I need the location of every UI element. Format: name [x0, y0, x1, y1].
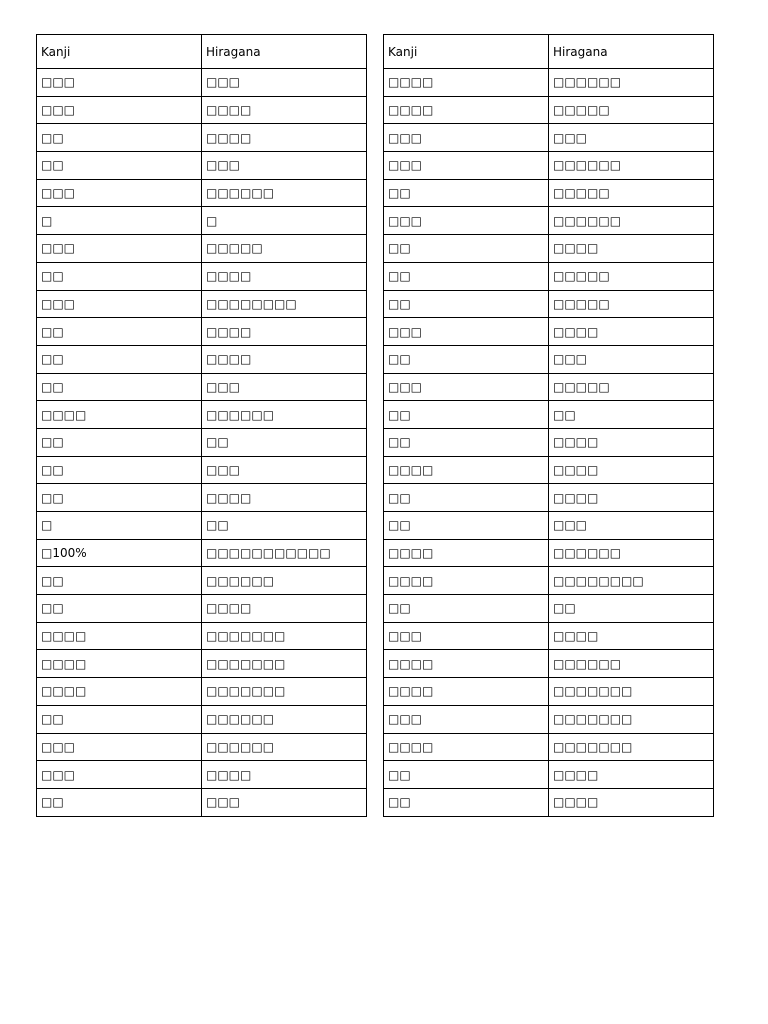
hiragana-cell: □□□□	[549, 456, 714, 484]
kanji-cell: □□	[384, 512, 549, 540]
hiragana-cell: □□□	[202, 788, 367, 816]
hiragana-cell: □□□□	[549, 318, 714, 346]
kanji-cell: □□	[37, 318, 202, 346]
hiragana-cell: □□□	[549, 124, 714, 152]
kanji-cell: □□	[384, 235, 549, 263]
kanji-cell: □□□	[37, 179, 202, 207]
hiragana-cell: □□□□□□	[549, 650, 714, 678]
kanji-cell: □□□□	[384, 96, 549, 124]
kanji-cell: □□	[37, 456, 202, 484]
kanji-cell: □□	[37, 595, 202, 623]
kanji-cell: □□□□	[384, 678, 549, 706]
hiragana-cell: □□□□□□□	[549, 733, 714, 761]
kanji-cell: □□□	[384, 152, 549, 180]
hiragana-cell: □	[202, 207, 367, 235]
kanji-cell: □□	[37, 567, 202, 595]
kanji-cell: □□□	[37, 96, 202, 124]
table-row	[37, 733, 367, 761]
hiragana-cell: □□□□□□	[549, 539, 714, 567]
kanji-cell: □□	[384, 401, 549, 429]
table-row	[384, 650, 714, 678]
table-body	[384, 69, 714, 817]
hiragana-cell: □□□□□	[549, 96, 714, 124]
table-row	[384, 179, 714, 207]
kanji-cell: □□□□	[384, 69, 549, 97]
hiragana-cell: □□□□□□□	[202, 678, 367, 706]
table-row	[384, 788, 714, 816]
vocab-table-right	[383, 34, 714, 817]
table-row	[384, 69, 714, 97]
hiragana-cell: □□□	[549, 512, 714, 540]
hiragana-cell: □□□□□□□□	[549, 567, 714, 595]
table-row	[384, 401, 714, 429]
kanji-cell: □□□	[37, 290, 202, 318]
kanji-cell: □□	[37, 705, 202, 733]
table-row	[37, 373, 367, 401]
kanji-cell: □□□	[37, 69, 202, 97]
kanji-cell: □□	[384, 484, 549, 512]
kanji-cell: □□	[37, 152, 202, 180]
hiragana-cell: □□□□	[202, 484, 367, 512]
hiragana-cell: □□□□	[549, 622, 714, 650]
hiragana-cell: □□□□□□□	[202, 622, 367, 650]
hiragana-cell: □□□□□	[549, 179, 714, 207]
table-row	[37, 678, 367, 706]
hiragana-cell: □□□□	[549, 761, 714, 789]
hiragana-cell: □□□□□□	[549, 69, 714, 97]
kanji-cell: □100%	[37, 539, 202, 567]
hiragana-cell: □□□□□□□	[202, 650, 367, 678]
hiragana-cell: □□□□	[202, 318, 367, 346]
hiragana-cell: □□□□	[549, 788, 714, 816]
kanji-cell: □□□□	[37, 622, 202, 650]
hiragana-cell: □□□	[202, 152, 367, 180]
table-row	[384, 124, 714, 152]
kanji-cell: □□□□	[384, 733, 549, 761]
kanji-cell: □□□	[37, 733, 202, 761]
hiragana-cell: □□□□	[549, 484, 714, 512]
table-row	[384, 152, 714, 180]
hiragana-cell: □□	[202, 512, 367, 540]
hiragana-cell: □□□□	[202, 345, 367, 373]
kanji-cell: □□	[37, 124, 202, 152]
kanji-cell: □□□	[384, 124, 549, 152]
hiragana-cell: □□□□□□	[549, 207, 714, 235]
kanji-cell: □□□	[384, 318, 549, 346]
hiragana-cell: □□□□	[202, 96, 367, 124]
hiragana-cell: □□□□	[202, 262, 367, 290]
table-row	[384, 290, 714, 318]
kanji-cell: □□□	[37, 235, 202, 263]
table-row	[37, 650, 367, 678]
kanji-cell: □	[37, 207, 202, 235]
hiragana-cell: □□□□	[549, 428, 714, 456]
table-row	[37, 345, 367, 373]
hiragana-cell: □□□□□□□□	[202, 290, 367, 318]
table-row	[384, 539, 714, 567]
column-header-kanji: Kanji	[37, 35, 202, 69]
table-row	[384, 428, 714, 456]
table-row	[384, 512, 714, 540]
kanji-cell: □□□	[384, 622, 549, 650]
table-row	[37, 705, 367, 733]
hiragana-cell: □□□□□	[202, 235, 367, 263]
table-row	[384, 207, 714, 235]
hiragana-cell: □□□□□□□	[549, 678, 714, 706]
hiragana-cell: □□□□□	[549, 262, 714, 290]
hiragana-cell: □□□□	[202, 761, 367, 789]
kanji-cell: □□	[37, 788, 202, 816]
table-row	[37, 622, 367, 650]
table-row	[384, 484, 714, 512]
hiragana-cell: □□□□□□	[202, 179, 367, 207]
kanji-cell: □□□	[37, 761, 202, 789]
kanji-cell: □	[37, 512, 202, 540]
table-row	[384, 622, 714, 650]
table-row	[384, 705, 714, 733]
hiragana-cell: □□□	[202, 373, 367, 401]
hiragana-cell: □□□□□	[549, 290, 714, 318]
kanji-cell: □□	[384, 290, 549, 318]
kanji-cell: □□□□	[37, 401, 202, 429]
kanji-cell: □□□	[384, 373, 549, 401]
kanji-cell: □□	[384, 345, 549, 373]
kanji-cell: □□	[37, 345, 202, 373]
table-row	[37, 484, 367, 512]
kanji-cell: □□	[37, 262, 202, 290]
table-row	[37, 262, 367, 290]
table-row	[37, 428, 367, 456]
table-row	[384, 345, 714, 373]
hiragana-cell: □□□□□□	[202, 567, 367, 595]
hiragana-cell: □□□□□□	[549, 152, 714, 180]
hiragana-cell: □□□	[202, 456, 367, 484]
kanji-cell: □□	[37, 484, 202, 512]
kanji-cell: □□□□	[384, 567, 549, 595]
hiragana-cell: □□	[549, 595, 714, 623]
hiragana-cell: □□□□□□	[202, 401, 367, 429]
table-row	[384, 262, 714, 290]
column-header-hiragana: Hiragana	[549, 35, 714, 69]
table-row	[384, 733, 714, 761]
kanji-cell: □□	[37, 428, 202, 456]
kanji-cell: □□□□	[384, 456, 549, 484]
table-row	[37, 69, 367, 97]
table-row	[37, 401, 367, 429]
table-row	[384, 761, 714, 789]
kanji-cell: □□□□	[384, 650, 549, 678]
column-header-kanji: Kanji	[384, 35, 549, 69]
kanji-cell: □□□	[384, 705, 549, 733]
table-header-row	[384, 35, 714, 69]
table-row	[37, 318, 367, 346]
kanji-cell: □□	[384, 179, 549, 207]
hiragana-cell: □□□□	[202, 124, 367, 152]
table-row	[37, 788, 367, 816]
table-row	[37, 179, 367, 207]
kanji-cell: □□	[384, 788, 549, 816]
table-row	[37, 539, 367, 567]
hiragana-cell: □□□	[549, 345, 714, 373]
hiragana-cell: □□□	[202, 69, 367, 97]
table-row	[37, 456, 367, 484]
table-row	[37, 152, 367, 180]
table-row	[37, 595, 367, 623]
table-row	[37, 567, 367, 595]
hiragana-cell: □□□□	[549, 235, 714, 263]
table-row	[384, 595, 714, 623]
table-body	[37, 69, 367, 817]
kanji-cell: □□	[384, 761, 549, 789]
kanji-cell: □□	[384, 595, 549, 623]
hiragana-cell: □□□□□□	[202, 705, 367, 733]
vocab-table-left	[36, 34, 367, 817]
table-row	[37, 124, 367, 152]
hiragana-cell: □□	[549, 401, 714, 429]
hiragana-cell: □□□□□□□	[549, 705, 714, 733]
kanji-cell: □□□□	[384, 539, 549, 567]
table-header-row	[37, 35, 367, 69]
table-row	[384, 318, 714, 346]
hiragana-cell: □□□□	[202, 595, 367, 623]
table-row	[384, 678, 714, 706]
table-row	[384, 235, 714, 263]
table-row	[37, 235, 367, 263]
hiragana-cell: □□	[202, 428, 367, 456]
table-row	[37, 290, 367, 318]
kanji-cell: □□	[37, 373, 202, 401]
table-row	[384, 96, 714, 124]
kanji-cell: □□□□	[37, 678, 202, 706]
hiragana-cell: □□□□□	[549, 373, 714, 401]
kanji-cell: □□□	[384, 207, 549, 235]
table-row	[37, 512, 367, 540]
kanji-cell: □□□□	[37, 650, 202, 678]
table-row	[37, 96, 367, 124]
table-row	[384, 456, 714, 484]
table-row	[37, 207, 367, 235]
table-row	[37, 761, 367, 789]
column-header-hiragana: Hiragana	[202, 35, 367, 69]
kanji-cell: □□	[384, 428, 549, 456]
table-row	[384, 567, 714, 595]
kanji-cell: □□	[384, 262, 549, 290]
hiragana-cell: □□□□□□□□□□□	[202, 539, 367, 567]
hiragana-cell: □□□□□□	[202, 733, 367, 761]
table-row	[384, 373, 714, 401]
